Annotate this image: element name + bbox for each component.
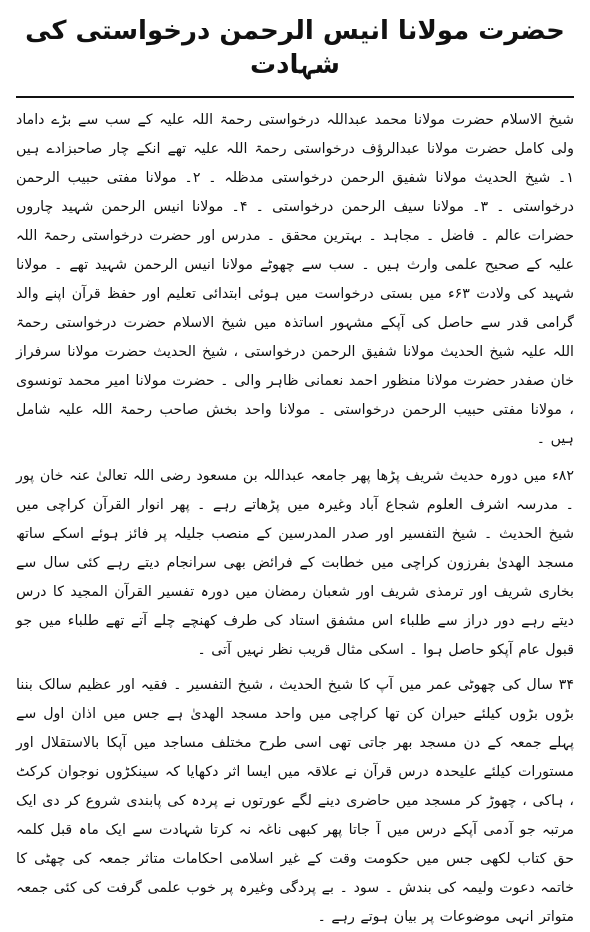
paragraph-teaching-career: ۸۲ء میں دورہ حدیث شریف پڑھا پھر جامعہ عبداللہ بن مسعود رضی اللہ تعالیٰ عنہ خان پور ۔ مدرسہ اشرف العلوم شجاع آباد وغیرہ میں پڑھاتے رہے ۔ پھر انوار القرآن کراچی میں شیخ الحدیث ۔ شیخ التفسیر اور صدر المدرسین کے منصب جلیلہ پر فائز ہوئے اسکے ساتھ مسجد الھدیٰ بفرزون کراچی میں خطابت کے فرائض بھی سرانجام دیتے رہے کئی سال سے بخاری شریف اور ترمذی شریف اور شعبان رمضان میں دورہ تفسیر القرآن المجید کا درس دیتے رہے دور دراز سے طلباء اس مشفق استاد کی طرف کھنچے چلے آتے تھے طلباء میں جو قبول عام آپکو حاصل ہوا ۔ اسکی مثال قریب نظر نہیں آتی ۔ — [16, 468, 574, 658]
title-divider — [16, 96, 574, 98]
paragraph-family-background: شیخ الاسلام حضرت مولانا محمد عبداللہ درخواستی رحمۃ اللہ علیہ کے سب سے بڑے داماد ولی کامل حضرت مولانا عبدالرؤف درخواستی رحمۃ اللہ علیہ تھے انکے چار صاحبزادے ہیں ۱۔ شیخ الحدیث مولانا شفیق الرحمن درخواستی مدظلہ ۔ ۲۔ مولانا مفتی حبیب الرحمن درخواستی ۔ ۳۔ مولانا سیف الرحمن درخواستی ۔ ۴۔ مولانا انیس الرحمن شہید چاروں حضرات عالم ۔ فاضل ۔ مجاہد ۔ بہترین محقق ۔ مدرس اور حضرت درخواستی رحمۃ اللہ علیہ کے صحیح علمی وارث ہیں ۔ سب سے چھوٹے مولانا انیس الرحمن شہید تھے ۔ مولانا شہید کی ولادت ۶۳ء میں بستی درخواست میں ہوئی ابتدائی تعلیم اور حفظ قرآن اپنے والد گرامی قدر سے حاصل کی آپکے مشہور اساتذہ میں شیخ الاسلام حضرت درخواستی رحمۃ اللہ علیہ شیخ الحدیث مولانا شفیق الرحمن درخواستی ، شیخ الحدیث حضرت مولانا سرفراز خان صفدر حضرت مولانا منظور احمد نعمانی ظاہر والی ۔ حضرت مولانا امیر محمد تونسوی ، مولانا مفتی حبیب الرحمن درخواستی ۔ مولانا واحد بخش صاحب رحمۃ اللہ علیہ شامل ہیں ۔ — [16, 112, 574, 447]
page-title: حضرت مولانا انیس الرحمن درخواستی کی شہادت — [25, 16, 565, 80]
paragraph-influence: ۳۴ سال کی چھوٹی عمر میں آپ کا شیخ الحدیث ، شیخ التفسیر ۔ فقیہ اور عظیم سالک بننا بڑوں بڑوں کیلئے حیران کن تھا کراچی میں واحد مسجد الھدیٰ ہے جس میں اذان اول سے پہلے جمعہ کے دن مسجد بھر جاتی تھی اسی طرح مختلف مساجد میں آپکا بالاستقلال اور مستورات کیلئے علیحدہ درس قرآن نے علاقہ میں ایسا اثر دکھایا کہ سینکڑوں نوجوان کرکٹ ، ہاکی ، چھوڑ کر مسجد میں حاضری دینے لگے عورتوں نے پردہ کی پابندی شروع کر دی ایک مرتبہ جو آدمی آپکے درس میں آ جاتا پھر کبھی ناغہ نہ کرتا شہادت سے ایک ماہ قبل کلمہ حق کتاب لکھی جس میں حکومت وقت کے غیر اسلامی احکامات متاثر جمعہ کی چھٹی کا خاتمہ دعوت ولیمہ کی بندش ۔ سود ۔ بے پردگی وغیرہ پر خوب علمی گرفت کی کئی جمعہ متواتر انہی موضوعات پر بیان ہوتے رہے ۔ — [16, 677, 574, 925]
